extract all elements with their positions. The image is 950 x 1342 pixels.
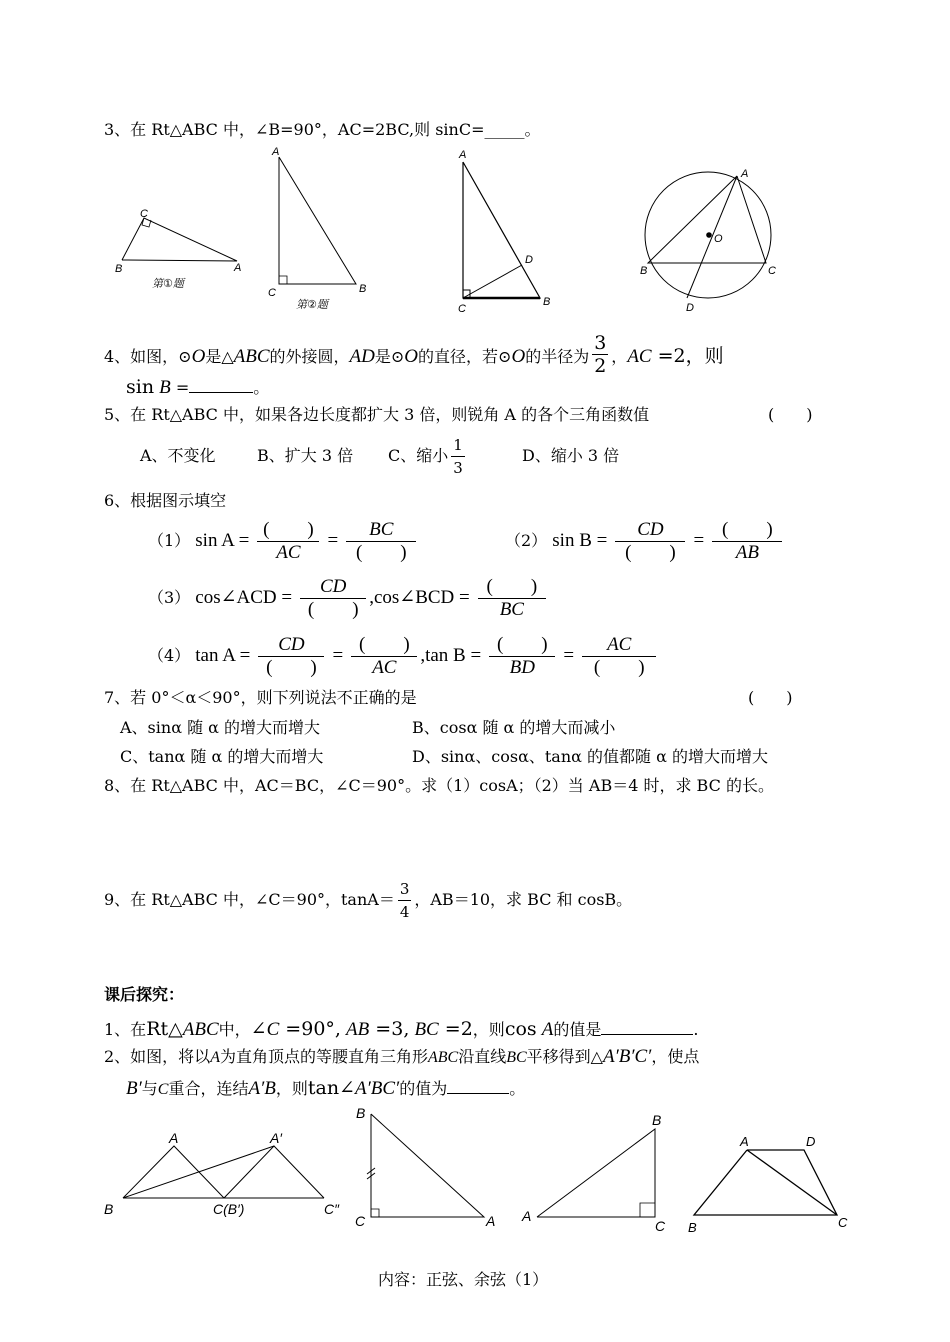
g4-label-c: C	[838, 1215, 848, 1230]
g1-label-c1: C″	[324, 1201, 340, 1217]
g3-label-a: A	[522, 1208, 532, 1224]
fig4-label-c: C	[768, 265, 776, 277]
q6-part3: （3） cos∠ACD = $\frac{CD}{( )}$ ,cos∠BCD = $\frac{( )}{BC}$	[148, 576, 549, 621]
fig2-label-c: C	[268, 287, 276, 299]
q7-option-b: B、cosα 随 α 的增大而减小	[412, 718, 616, 737]
fig3-label-d: D	[525, 254, 533, 266]
g2-label-a: A	[486, 1213, 496, 1229]
question-9: 9、在 Rt△ABC 中，∠C＝90°，tanA＝ $\frac{3}{4}$ ，AB＝10，求 BC 和 cosB。	[104, 880, 633, 921]
bottom-figure-1	[100, 1128, 350, 1228]
question-5-paren: ( )	[768, 405, 813, 424]
q5-option-b: B、扩大 3 倍	[257, 446, 354, 465]
fig2-caption: 第②题	[296, 299, 328, 311]
q6-part2: （2） sin B = $\frac{CD}{( )}$ = $\frac{( )}{AB}$	[505, 519, 785, 564]
fig2-label-b: B	[359, 283, 367, 295]
g4-label-b: B	[688, 1220, 697, 1235]
question-7-stem: 7、若 0°＜α＜90°，则下列说法不正确的是	[104, 688, 417, 707]
exercise-1: 1、在Rt△ABC中，∠C =90°, AB =3, BC =2，则cos A的值是 .	[104, 1018, 699, 1040]
g3-label-c: C	[655, 1218, 666, 1234]
q6-part1: （1） sin A = $\frac{( )}{AC}$ = $\frac{BC}{( )}$	[148, 519, 419, 564]
fig1-label-a: A	[234, 262, 242, 274]
q5-option-d: D、缩小 3 倍	[522, 446, 620, 465]
question-4-line2: sin B = 。	[126, 376, 270, 398]
fig3-label-a: A	[459, 149, 467, 161]
section-title: 课后探究：	[104, 985, 185, 1004]
q7-option-a: A、sinα 随 α 的增大而增大	[120, 718, 321, 737]
question-3: 3、在 Rt△ABC 中，∠B=90°，AC=2BC,则 sinC=_____。	[104, 120, 541, 139]
question-7-paren: ( )	[748, 688, 793, 707]
g1-label-a: A	[169, 1130, 179, 1146]
figure-1-triangle	[112, 205, 242, 290]
g1-label-c: C(B′)	[213, 1201, 245, 1217]
fig1-label-b: B	[115, 263, 123, 275]
page-footer: 内容：正弦、余弦（1）	[378, 1270, 549, 1289]
g4-label-d: D	[806, 1134, 816, 1149]
g4-label-a: A	[740, 1134, 749, 1149]
g1-label-a1: A′	[270, 1130, 282, 1146]
q5-option-c: C、缩小 $\frac{1}{3}$	[388, 436, 463, 477]
bottom-figure-3	[520, 1112, 680, 1235]
q7-option-c: C、tanα 随 α 的增大而增大	[120, 747, 324, 766]
fig4-label-b: B	[640, 265, 648, 277]
g3-label-b: B	[652, 1112, 662, 1128]
figure-3-triangle	[452, 145, 562, 320]
exercise-2-line1: 2、如图，将以A为直角顶点的等腰直角三角形ABC沿直线BC平移得到△A′B′C′，使点	[104, 1046, 700, 1067]
q5-option-a: A、不变化	[140, 446, 216, 465]
figure-4-circle	[632, 162, 792, 312]
q7-option-d: D、sinα、cosα、tanα 的值都随 α 的增大而增大	[412, 747, 769, 766]
question-6-stem: 6、根据图示填空	[104, 491, 227, 510]
figure-2-triangle	[266, 145, 376, 315]
fig4-label-o: O	[714, 233, 723, 245]
q6-part4: （4） tan A = $\frac{CD}{( )}$ = $\frac{( )}{AC}$ ,tan B = $\frac{( )}{BD}$ = $\frac{AC}{( )}$	[148, 634, 659, 679]
bottom-figure-4	[688, 1130, 868, 1240]
fig1-label-c: C	[140, 208, 148, 220]
question-4-line1: 4、如图，⊙O是△ABC的外接圆，AD是⊙O的直径，若⊙O的半径为 $\frac{3}{2}$ ，AC =2，则	[104, 332, 724, 377]
fig1-caption: 第①题	[152, 278, 184, 290]
exercise-2-line2: B′与C重合，连结A′B，则tan∠A′BC′的值为 。	[126, 1077, 526, 1099]
fig2-label-a: A	[272, 146, 280, 158]
fig4-label-a: A	[741, 168, 749, 180]
fig3-label-b: B	[543, 296, 551, 308]
fig3-label-c: C	[458, 303, 466, 315]
g1-label-b: B	[104, 1201, 114, 1217]
question-5-stem: 5、在 Rt△ABC 中，如果各边长度都扩大 3 倍，则锐角 A 的各个三角函数值	[104, 405, 650, 424]
g2-label-b: B	[356, 1105, 366, 1121]
fig4-label-d: D	[686, 302, 694, 314]
g2-label-c: C	[355, 1213, 366, 1229]
bottom-figure-2	[352, 1102, 512, 1232]
question-8: 8、在 Rt△ABC 中，AC＝BC，∠C＝90°。求（1）cosA；（2）当 AB＝4 时，求 BC 的长。	[104, 776, 774, 795]
